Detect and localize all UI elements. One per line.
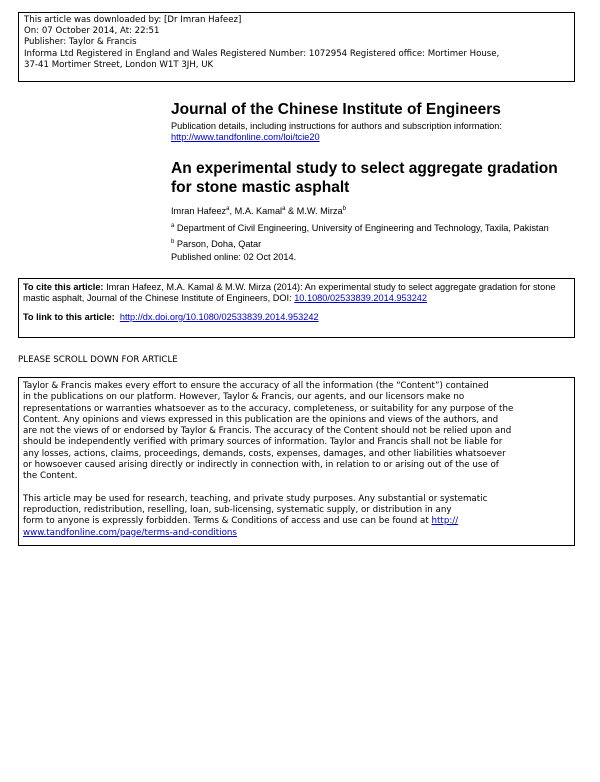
usage-line: This article may be used for research, teaching, and private study purposes. Any substantial or systematic: [23, 493, 488, 504]
disclaimer-line: Content. Any opinions and views expressed in this publication are the opinions and views of the authors, and: [23, 414, 499, 425]
author-affiliation-sup: a: [282, 205, 286, 212]
usage-line: form to anyone is expressly forbidden. Terms & Conditions of access and use can be found at: [23, 516, 429, 527]
address-line: 37-41 Mortimer Street, London W1T 3JH, UK: [24, 59, 214, 70]
link-label: To link to this article:: [23, 311, 115, 322]
publication-details: [171, 121, 581, 144]
publisher-line: Publisher: Taylor & Francis: [24, 37, 137, 48]
affiliation-b: [171, 238, 581, 250]
terms-link-part-1[interactable]: http://: [431, 516, 459, 527]
disclaimer-line: in the publications on our platform. However, Taylor & Francis, our agents, and our licensors make no: [23, 392, 465, 403]
disclaimer-paragraph: [23, 381, 570, 483]
cite-label: To cite this article:: [23, 282, 104, 292]
disclaimer-line: Taylor & Francis makes every effort to ensure the accuracy of all the information (the “Content”) contained: [23, 381, 489, 391]
journal-title: Journal of the Chinese Institute of Engineers: [171, 101, 501, 118]
author-affiliation-sup: a: [226, 205, 230, 212]
author-list: [171, 206, 581, 218]
affiliation-b-text: Parson, Doha, Qatar: [176, 239, 262, 250]
cite-text: Imran Hafeez, M.A. Kamal & M.W. Mirza (2014): An experimental study to select aggregate gradation for stone mastic asphalt, Journal of the Chinese Institute of Engineers, DOI:: [23, 282, 556, 304]
citation-box: [18, 278, 575, 338]
affiliation-a-text: Department of Civil Engineering, University of Engineering and Technology, Taxila, Pakistan: [176, 223, 549, 234]
disclaimer-box: [18, 377, 575, 546]
link-row: [23, 312, 570, 323]
disclaimer-line: or howsoever caused arising directly or indirectly in connection with, in relation to or arising out of the use of: [23, 460, 499, 471]
article-title-line-2: for stone mastic asphalt: [171, 178, 350, 196]
disclaimer-line: should be independently verified with primary sources of information. Taylor and Francis shall not be liable for: [23, 437, 503, 448]
disclaimer-line: any losses, actions, claims, proceedings, demands, costs, expenses, damages, and other liabilities whatsoever: [23, 448, 506, 459]
author-affiliation-sup: b: [342, 205, 346, 212]
terms-link-part-2[interactable]: www.tandfonline.com/page/terms-and-conditions: [23, 527, 237, 538]
author-name: M.A. Kamal: [234, 205, 283, 216]
disclaimer-line: representations or warranties whatsoever as to the accuracy, completeness, or suitability for any purpose of the: [23, 403, 514, 414]
published-online-date: Published online: 02 Oct 2014.: [171, 252, 297, 263]
publication-details-text: Publication details, including instructions for authors and subscription information:: [171, 121, 502, 131]
journal-url-link[interactable]: http://www.tandfonline.com/loi/tcie20: [171, 132, 320, 143]
download-notice-box: [18, 12, 575, 82]
article-url-link[interactable]: http://dx.doi.org/10.1080/02533839.2014.953242: [119, 311, 319, 322]
disclaimer-line: are not the views of or endorsed by Taylor & Francis. The accuracy of the Content should not be relied upon and: [23, 426, 512, 437]
downloaded-by-line: This article was downloaded by: [Dr Imran Hafeez]: [24, 15, 242, 25]
author-name: M.W. Mirza: [296, 205, 343, 216]
author-name: Imran Hafeez: [171, 205, 227, 216]
article-title: [171, 159, 581, 197]
registration-line: Informa Ltd Registered in England and Wales Registered Number: 1072954 Registered office: Mortimer House,: [24, 48, 500, 59]
author-separator: &: [285, 205, 297, 216]
download-date-line: On: 07 October 2014, At: 22:51: [24, 26, 160, 37]
author-separator: ,: [229, 205, 235, 216]
usage-line: reproduction, redistribution, reselling, loan, sub-licensing, systematic supply, or distribution in any: [23, 504, 452, 515]
doi-link[interactable]: 10.1080/02533839.2014.953242: [294, 293, 428, 304]
scroll-down-note: PLEASE SCROLL DOWN FOR ARTICLE: [18, 355, 178, 365]
affiliation-a: [171, 222, 581, 234]
usage-paragraph: [23, 494, 570, 539]
affiliation-b-marker: b: [171, 239, 175, 246]
disclaimer-line: the Content.: [23, 471, 78, 482]
article-title-line-1: An experimental study to select aggregate gradation: [171, 159, 558, 177]
citation-row: [23, 282, 570, 305]
affiliation-a-marker: a: [171, 223, 175, 230]
article-header: [171, 100, 581, 263]
